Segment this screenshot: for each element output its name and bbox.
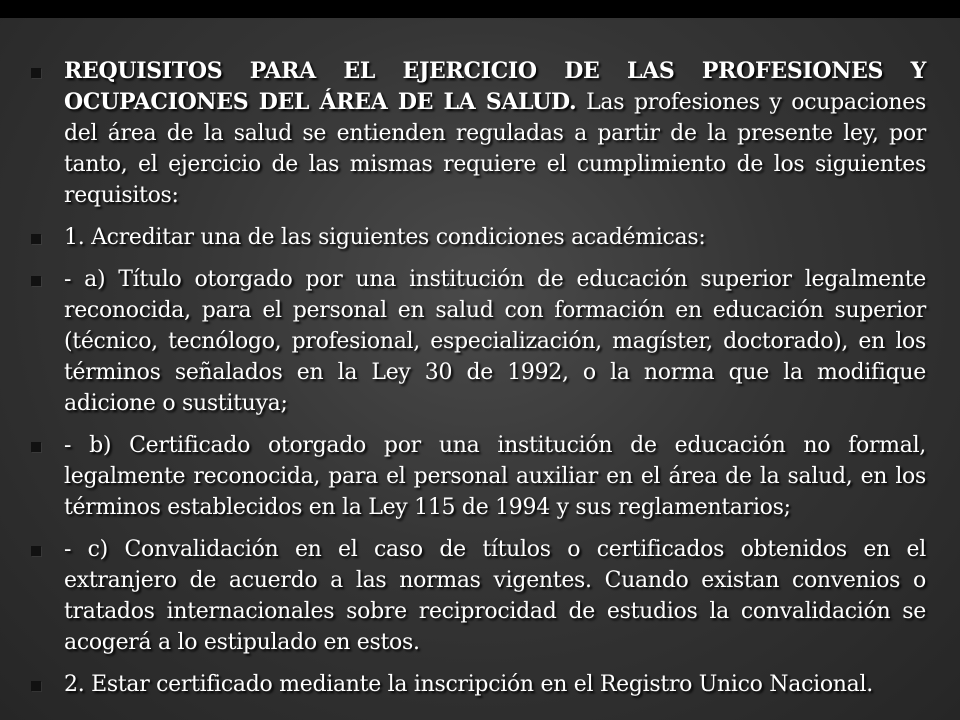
list-item-option-b <box>28 430 926 523</box>
list-item-option-a <box>28 264 926 419</box>
square-bullet-icon <box>31 276 41 286</box>
list-item-text: Las profesiones y ocupaciones del área de la salud se entienden reguladas a partir de la presente ley, por tanto, el ejercicio de las mismas requiere el cumplimiento de los siguientes requisitos: <box>64 90 926 208</box>
list-item-text: - c) Convalidación en el caso de títulos o certificados obtenidos en el extranjero de acuerdo a las normas vigentes. Cuando existan convenios o tratados internacionales sobre reciprocidad de estudios la convalidación se acogerá a lo estipulado en estos. <box>64 537 926 655</box>
list-item-text: - a) Título otorgado por una institución de educación superior legalmente reconocida, para el personal en salud con formación en educación superior (técnico, tecnólogo, profesional, especialización, magíster, doctorado), en los términos señalados en la Ley 30 de 1992, o la norma que la modifique adicione o sustituya; <box>64 267 926 416</box>
list-item-text: 1. Acreditar una de las siguientes condiciones académicas: <box>64 225 706 250</box>
list-item-condition-2 <box>28 669 926 700</box>
square-bullet-icon <box>31 681 41 691</box>
section-heading: REQUISITOS PARA EL EJERCICIO DE LAS PROFESIONES Y OCUPACIONES DEL ÁREA DE LA SALUD. <box>64 58 926 115</box>
list-item-text: - b) Certificado otorgado por una institución de educación no formal, legalmente reconocida, para el personal auxiliar en el área de la salud, en los términos establecidos en la Ley 115 de 1994 y sus reglamentarios; <box>64 433 926 520</box>
list-item-requirements <box>28 56 926 211</box>
square-bullet-icon <box>31 234 41 244</box>
list-item-text: 2. Estar certificado mediante la inscripción en el Registro Unico Nacional. <box>64 672 873 697</box>
top-bar <box>0 0 960 18</box>
square-bullet-icon <box>31 68 41 78</box>
slide-content <box>28 56 926 711</box>
list-item-option-c <box>28 534 926 658</box>
square-bullet-icon <box>31 546 41 556</box>
list-item-condition-1 <box>28 222 926 253</box>
square-bullet-icon <box>31 442 41 452</box>
